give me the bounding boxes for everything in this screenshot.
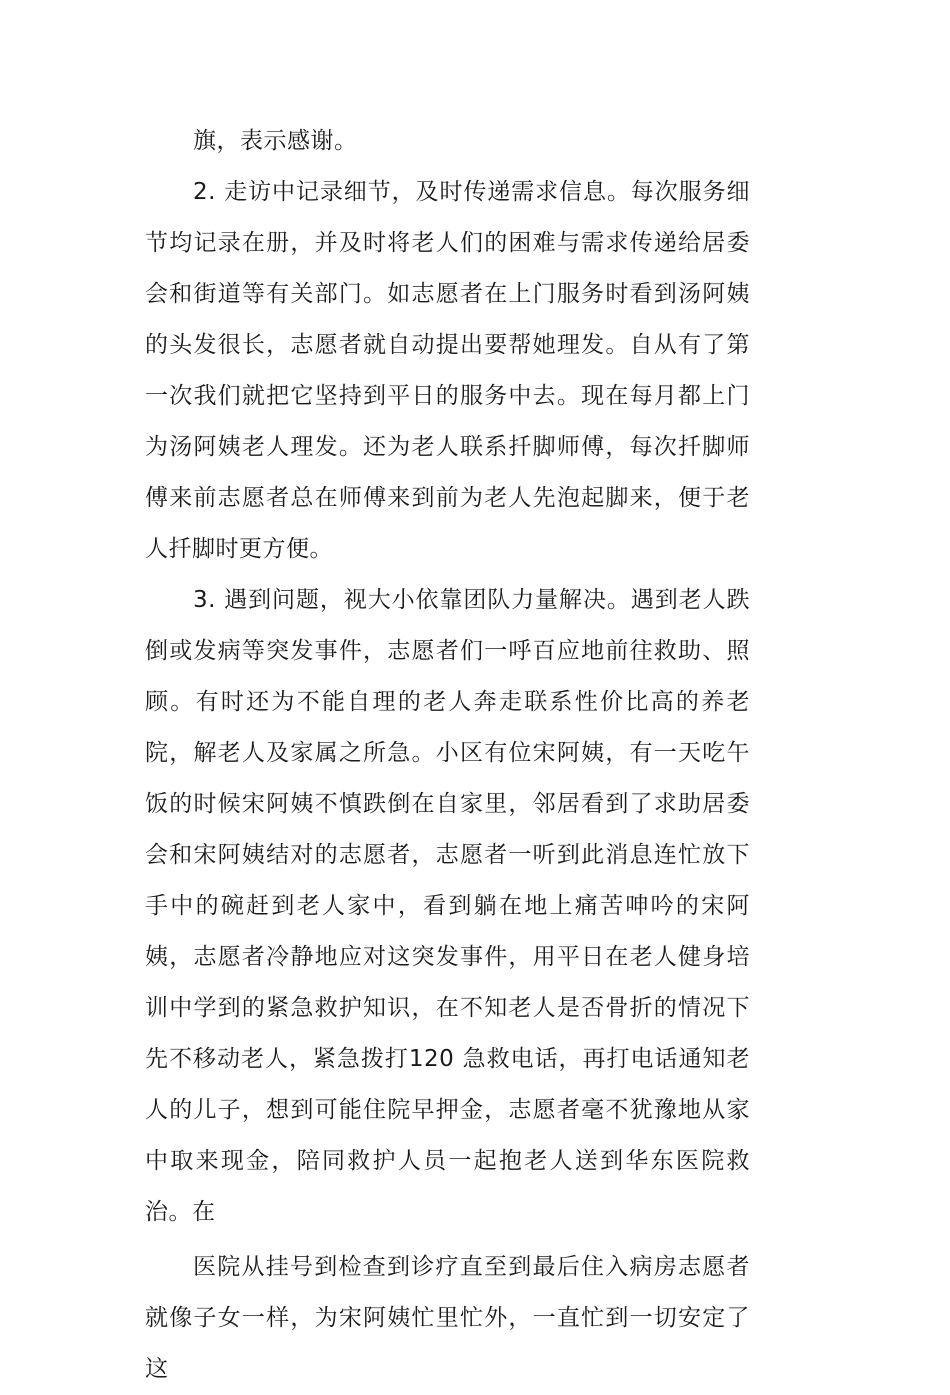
paragraph-item-3: 3. 遇到问题，视大小依靠团队力量解决。遇到老人跌倒或发病等突发事件，志愿者们一呼百应地前往救助、照顾。有时还为不能自理的老人奔走联系性价比高的养老院，解老人及家属之所急。小区有位宋阿姨，有一天吃午饭的时候宋阿姨不慎跌倒在自家里，邻居看到了求助居委会和宋阿姨结对的志愿者，志愿者一听到此消息连忙放下手中的碗赶到老人家中，看到躺在地上痛苦呻吟的宋阿姨，志愿者冷静地应对这突发事件，用平日在老人健身培训中学到的紧急救护知识，在不知老人是否骨折的情况下先不移动老人，紧急拨打120 急救电话，再打电话通知老人的儿子，想到可能住院早押金，志愿者毫不犹豫地从家中取来现金，陪同救护人员一起抱老人送到华东医院救治。在 xyxy=(145,587,750,1225)
body-text xyxy=(145,116,750,1395)
paragraph-hospital: 医院从挂号到检查到诊疗直至到最后住入病房志愿者就像子女一样，为宋阿姨忙里忙外，一直忙到一切安定了这 xyxy=(145,1254,750,1382)
paragraph-item-2: 2. 走访中记录细节，及时传递需求信息。每次服务细节均记录在册，并及时将老人们的困难与需求传递给居委会和街道等有关部门。如志愿者在上门服务时看到汤阿姨的头发很长，志愿者就自动提出要帮她理发。自从有了第一次我们就把它坚持到平日的服务中去。现在每月都上门为汤阿姨老人理发。还为老人联系扦脚师傅，每次扦脚师傅来前志愿者总在师傅来到前为老人先泡起脚来，便于老人扦脚时更方便。 xyxy=(145,179,750,562)
paragraph-closing-line: 旗，表示感谢。 xyxy=(193,128,358,154)
